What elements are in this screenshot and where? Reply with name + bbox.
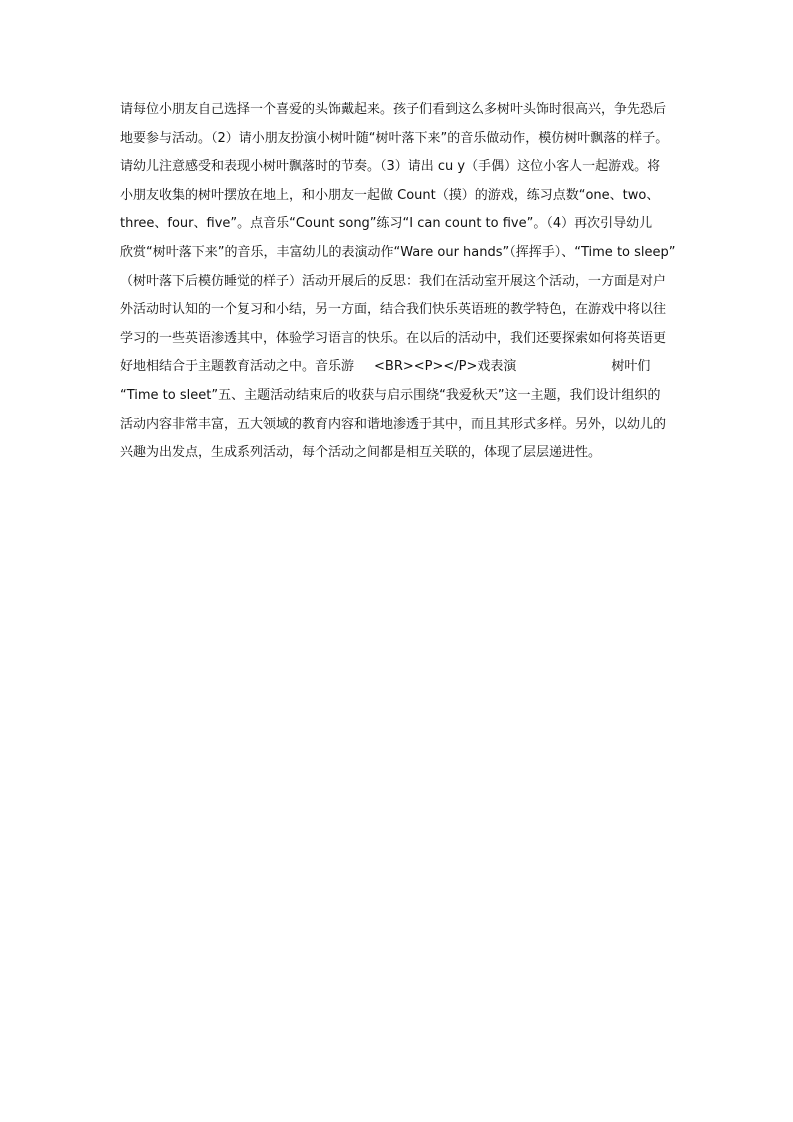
text-line-5: three、four、five”。点音乐“Count song”练习“I can count to five”。（4）再次引导幼儿	[120, 216, 653, 232]
text-line-11: “Time to sleet”五、主题活动结束后的收获与启示围绕“我爱秋天”这一主题，我们设计组织的	[120, 387, 661, 403]
text-line-13: 兴趣为出发点，生成系列活动，每个活动之间都是相互关联的，体现了层层递进性。	[120, 445, 602, 461]
text-line-7: （树叶落下后模仿睡觉的样子）活动开展后的反思：我们在活动室开展这个活动，一方面是对户	[120, 273, 667, 289]
text-line-10-part3: 树叶们	[611, 359, 651, 375]
text-line-10-part2: <BR><P></P>戏表演	[374, 359, 517, 375]
body-text	[120, 96, 680, 468]
text-line-9: 学习的一些英语渗透其中，体验学习语言的快乐。在以后的活动中，我们还要探索如何将英语更	[120, 330, 667, 346]
text-line-4: 小朋友收集的树叶摆放在地上，和小朋友一起做 Count（摸）的游戏，练习点数“one、two、	[120, 187, 660, 203]
text-line-8: 外活动时认知的一个复习和小结，另一方面，结合我们快乐英语班的教学特色，在游戏中将以往	[120, 302, 667, 318]
text-line-2: 地要参与活动。（2）请小朋友扮演小树叶随“树叶落下来”的音乐做动作，模仿树叶飘落的样子。	[120, 130, 669, 146]
text-line-10-part1: 好地相结合于主题教育活动之中。音乐游	[120, 359, 355, 375]
text-line-10	[120, 353, 680, 382]
text-line-6: 欣赏“树叶落下来”的音乐，丰富幼儿的表演动作“Ware our hands”（挥挥手）、“Time to sleep”	[120, 244, 676, 260]
text-line-12: 活动内容非常丰富，五大领域的教育内容和谐地渗透于其中，而且其形式多样。另外，以幼儿的	[120, 416, 667, 432]
text-line-1: 请每位小朋友自己选择一个喜爱的头饰戴起来。孩子们看到这么多树叶头饰时很高兴，争先恐后	[120, 102, 667, 117]
text-line-3: 请幼儿注意感受和表现小树叶飘落时的节奏。（3）请出 cu y（手偶）这位小客人一起游戏。将	[120, 159, 661, 175]
